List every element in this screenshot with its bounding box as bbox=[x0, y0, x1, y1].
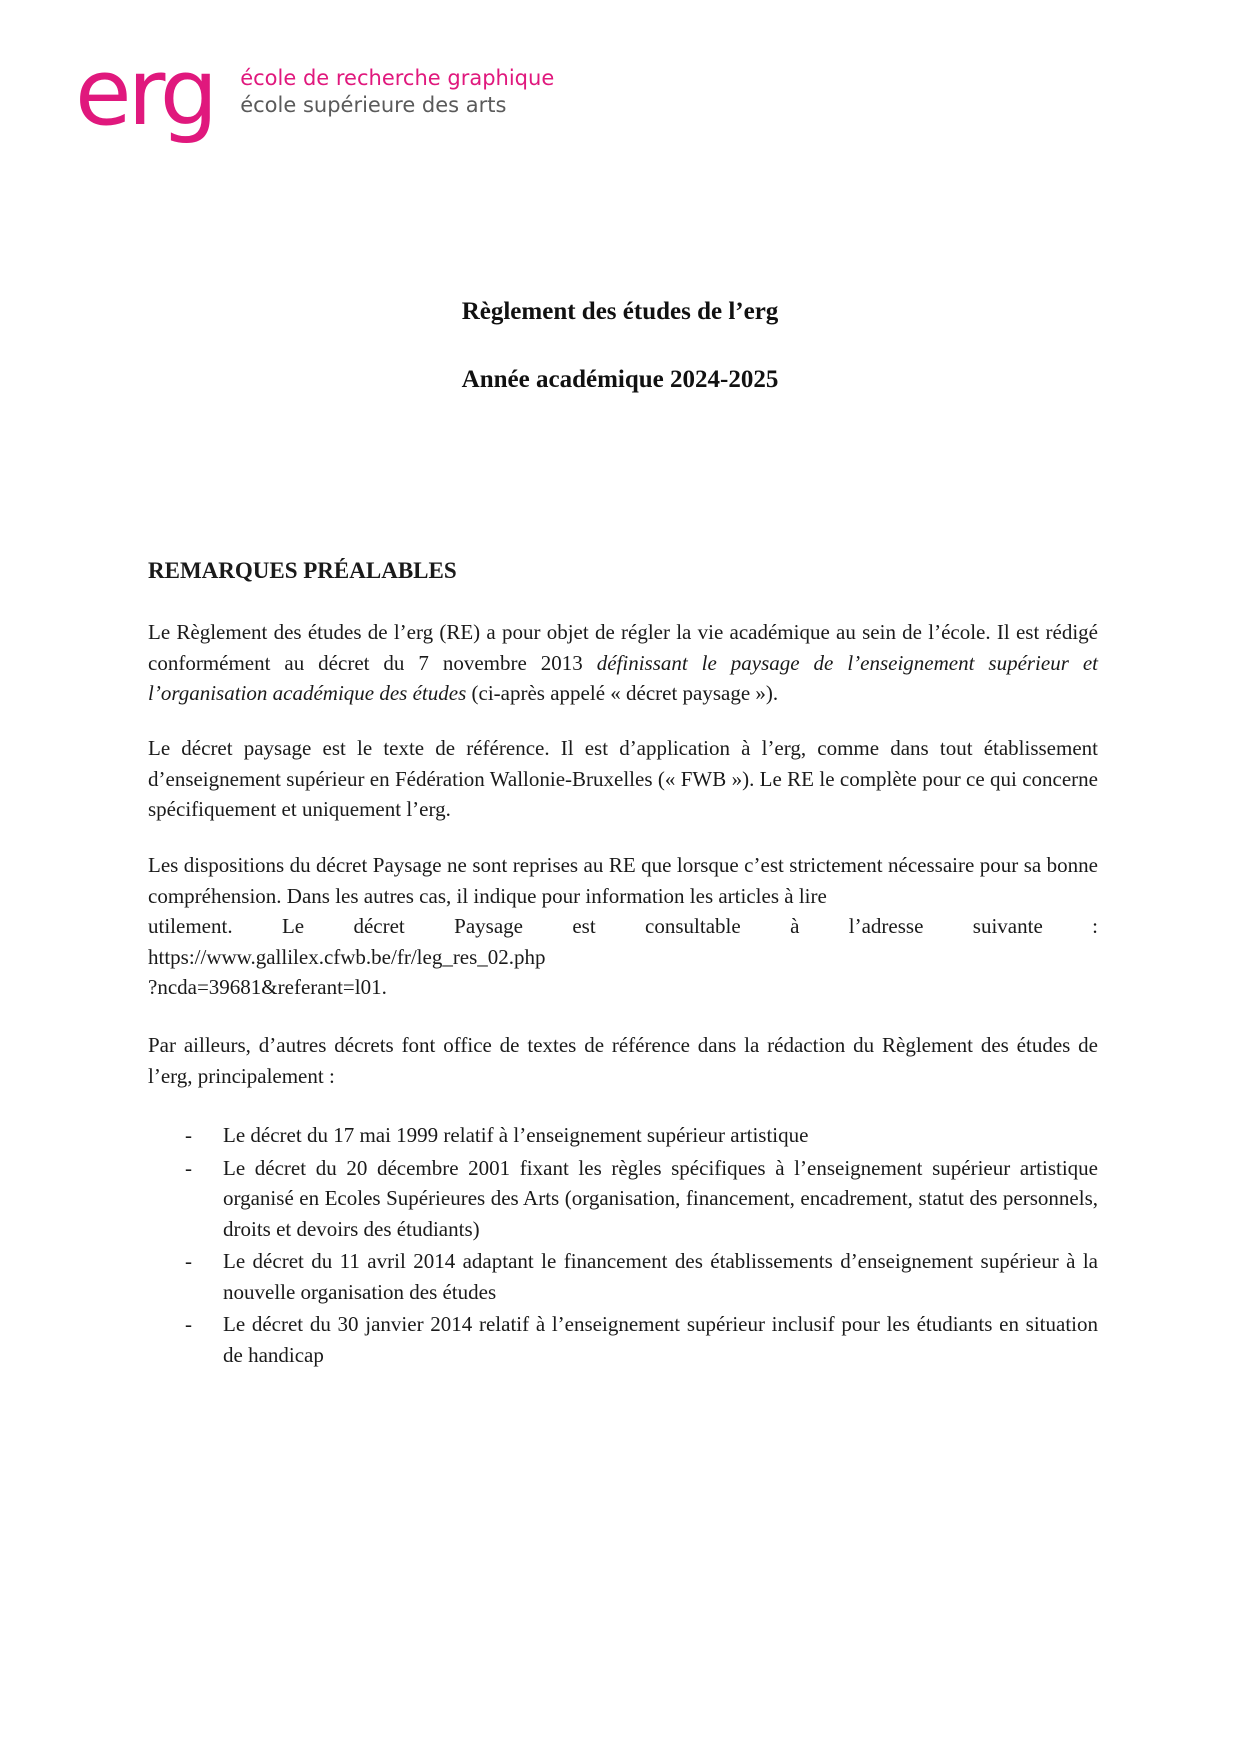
logo-tagline-2: école supérieure des arts bbox=[240, 93, 507, 117]
list-bullet: - bbox=[185, 1249, 192, 1273]
paragraph-reference-text: Le décret paysage est le texte de référence. Il est d’application à l’erg, comme dans tout établissement d’enseignement supérieur en Fédération Wallonie-Bruxelles (« FWB »). Le RE le complète pour ce qui concerne spécifiquement et uniquement l’erg. bbox=[148, 736, 1098, 821]
paragraph-provisions bbox=[148, 850, 1098, 1003]
list-item-text: Le décret du 20 décembre 2001 fixant les règles spécifiques à l’enseignement supérieur artistique organisé en Ecoles Supérieures des Arts (organisation, financement, encadrement, statut des personnels, droits et devoirs des étudiants) bbox=[223, 1155, 1098, 1241]
paragraph-intro bbox=[148, 617, 1098, 709]
logo-text bbox=[240, 65, 554, 119]
list-item bbox=[148, 1309, 1098, 1370]
decree-list bbox=[148, 1120, 1098, 1372]
document-title: Règlement des études de l’erg bbox=[461, 298, 779, 325]
paragraph-intro-text-a: Le Règlement des études de l’erg (RE) a pour objet de régler la vie académique au sein de l’école. Il est rédigé conformément au décret du 7 novembre 2013 bbox=[148, 620, 1098, 675]
paragraph-other-decrees: Par ailleurs, d’autres décrets font office de textes de référence dans la rédaction du Règlement des études de l’erg, principalement : bbox=[148, 1033, 1098, 1088]
list-item bbox=[148, 1120, 1098, 1151]
list-item-text: Le décret du 30 janvier 2014 relatif à l’enseignement supérieur inclusif pour les étudiants en situation de handicap bbox=[223, 1312, 1098, 1367]
gallilex-link-continued[interactable]: ?ncda=39681&referant=l01. bbox=[148, 975, 387, 999]
list-item bbox=[148, 1153, 1098, 1245]
paragraph-provisions-justified-line: utilement. Le décret Paysage est consultable à l’adresse suivante : bbox=[148, 914, 1098, 938]
paragraph-intro-italic: définissant le paysage de l’enseignement supérieur et l’organisation académique des études bbox=[148, 650, 1098, 705]
list-bullet: - bbox=[185, 1312, 192, 1336]
list-item-text: Le décret du 17 mai 1999 relatif à l’enseignement supérieur artistique bbox=[223, 1123, 809, 1147]
list-bullet: - bbox=[185, 1155, 192, 1180]
paragraph-intro-text-b: (ci-après appelé « décret paysage »). bbox=[466, 681, 779, 705]
erg-logo bbox=[75, 39, 555, 146]
academic-year-title: Année académique 2024-2025 bbox=[461, 366, 779, 393]
logo-mark: erg bbox=[75, 39, 215, 146]
gallilex-link[interactable]: https://www.gallilex.cfwb.be/fr/leg_res_02.php bbox=[148, 944, 546, 969]
list-bullet: - bbox=[185, 1123, 192, 1147]
list-item bbox=[148, 1246, 1098, 1307]
paragraph-provisions-text: Les dispositions du décret Paysage ne sont reprises au RE que lorsque c’est strictement nécessaire pour sa bonne compréhension. Dans les autres cas, il indique pour information les articles à lire bbox=[148, 853, 1098, 908]
section-heading: REMARQUES PRÉALABLES bbox=[148, 558, 457, 583]
logo-tagline-1: école de recherche graphique bbox=[240, 66, 555, 90]
list-item-text: Le décret du 11 avril 2014 adaptant le financement des établissements d’enseignement supérieur à la nouvelle organisation des études bbox=[223, 1249, 1098, 1304]
